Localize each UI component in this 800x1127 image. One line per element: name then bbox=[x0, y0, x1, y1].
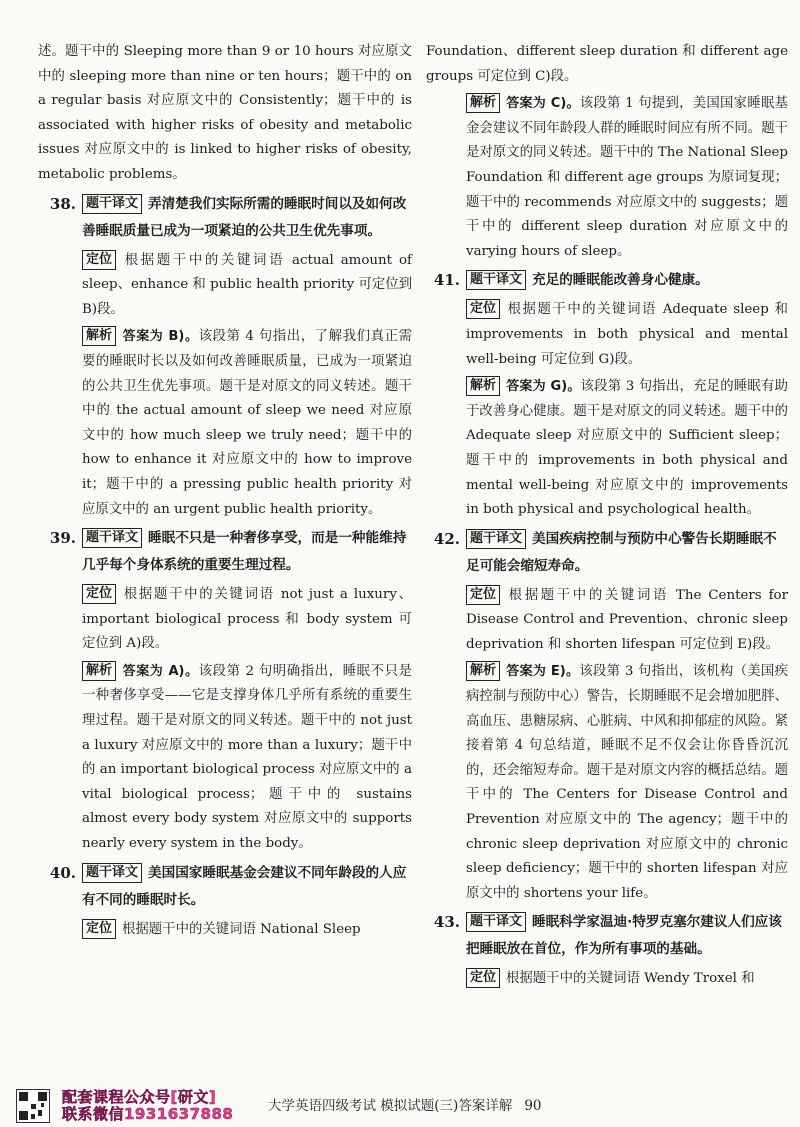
locate-text: 根据题干中的关键词语 Adequate sleep 和 improvements in both physical and mental well-being 可定位到 G)段。 bbox=[466, 302, 788, 367]
translation-tag: 题干译文 bbox=[82, 194, 142, 214]
answer-label: 答案为 A)。 bbox=[122, 663, 199, 679]
analysis-tag: 解析 bbox=[82, 661, 116, 681]
question-translation: 美国国家睡眠基金会建议不同年龄段的人应有不同的睡眠时长。 bbox=[82, 864, 407, 908]
translation-tag: 题干译文 bbox=[466, 529, 526, 549]
locate-tag: 定位 bbox=[82, 919, 116, 939]
locate-text: 根据题干中的关键词语 Wendy Troxel 和 bbox=[506, 971, 755, 987]
answer-label: 答案为 C)。 bbox=[506, 96, 580, 112]
analysis-text: 该段第 4 句指出，了解我们真正需要的睡眠时长以及如何改善睡眠质量，已成为一项紧迫的公共卫生优先事项。题干是对原文的同义转述。题干中的 the actual amount of sleep we need 对应原文中的 how much sleep we truly need；题干中的 how to enhance it 对应原文中的 how to improve it；题干中的 a pressing public health priority 对应原文中的 an urgent public health priority。 bbox=[82, 329, 412, 517]
page-footer bbox=[0, 1085, 800, 1127]
question-translation: 美国疾病控制与预防中心警告长期睡眠不足可能会缩短寿命。 bbox=[466, 530, 777, 574]
question-number: 40. bbox=[49, 863, 76, 882]
analysis-tag: 解析 bbox=[466, 661, 500, 681]
question-number: 39. bbox=[49, 529, 76, 548]
answer-label: 答案为 B)。 bbox=[122, 329, 199, 345]
question-translation: 充足的睡眠能改善身心健康。 bbox=[532, 272, 709, 289]
question-translation: 睡眠科学家温迪·特罗克塞尔建议人们应该把睡眠放在首位，作为所有事项的基础。 bbox=[466, 914, 782, 958]
locate-text: 根据题干中的关键词语 National Sleep bbox=[122, 921, 361, 937]
locate-text: 根据题干中的关键词语 not just a luxury、important biological process 和 body system 可定位到 A)段。 bbox=[82, 587, 412, 652]
analysis-text: 该段第 2 句明确指出，睡眠不只是一种奢侈享受——它是支撑身体几乎所有系统的重要生理过程。题干是对原文的同义转述。题干中的 not just a luxury 对应原文中的 more than a luxury；题干中的 an important biological process 对应原文中的 a vital biological process；题干中的 sustains almost every body system 对应原文中的 supports nearly every system in the body。 bbox=[82, 663, 412, 852]
locate-text: 根据题干中的关键词语 actual amount of sleep、enhance 和 public health priority 可定位到 B)段。 bbox=[82, 252, 413, 317]
running-title: 大学英语四级考试 模拟试题(三)答案详解 bbox=[268, 1098, 513, 1114]
question-number: 43. bbox=[433, 913, 460, 932]
analysis-text: 该段第 1 句提到，美国国家睡眠基金会建议不同年龄段人群的睡眠时间应有所不同。题干是对原文的同义转述。题干中的 The National Sleep Foundation 和 different age groups 为原词复现；题干中的 recommends 对应原文中的 suggests；题干中的 different sleep duration 对应原文中的 varying hours of sleep。 bbox=[466, 96, 788, 259]
locate-tag: 定位 bbox=[466, 299, 500, 319]
analysis-tag: 解析 bbox=[466, 93, 500, 113]
question-number: 38. bbox=[49, 194, 76, 213]
qr-code-icon[interactable] bbox=[16, 1089, 50, 1123]
analysis-text: 该段第 3 句指出，该机构（美国疾病控制与预防中心）警告，长期睡眠不足会增加肥胖、高血压、患糖尿病、心脏病、中风和抑郁症的风险。紧接着第 4 句总结道，睡眠不足不仅会让你昏昏沉沉的，还会缩短寿命。题干是对原文内容的概括总结。题干中的 The Centers for Disease Control and Prevention 对应原文中的 The agency；题干中的 chronic sleep deprivation 对应原文中的 chronic sleep deficiency；题干中的 shorten lifespan 对应原文中的 shortens your life。 bbox=[466, 664, 788, 901]
question-39 bbox=[38, 525, 412, 857]
question-translation: 睡眠不只是一种奢侈享受，而是一种能维持几乎每个身体系统的重要生理过程。 bbox=[82, 530, 407, 574]
locate-tag: 定位 bbox=[466, 585, 500, 605]
continued-paragraph: Foundation、different sleep duration 和 different age groups 可定位到 C)段。 bbox=[426, 44, 788, 84]
question-38 bbox=[38, 191, 412, 523]
question-translation: 弄清楚我们实际所需的睡眠时间以及如何改善睡眠质量已成为一项紧迫的公共卫生优先事项。 bbox=[82, 195, 407, 239]
translation-tag: 题干译文 bbox=[82, 863, 142, 883]
locate-tag: 定位 bbox=[82, 584, 116, 604]
question-number: 41. bbox=[433, 271, 460, 290]
right-column bbox=[426, 40, 788, 992]
question-42 bbox=[426, 526, 788, 907]
question-40 bbox=[38, 860, 412, 943]
running-footer bbox=[268, 1094, 542, 1114]
locate-tag: 定位 bbox=[82, 250, 116, 270]
question-41 bbox=[426, 267, 788, 522]
watermark bbox=[62, 1089, 233, 1123]
page-number: 90 bbox=[524, 1098, 542, 1114]
locate-tag: 定位 bbox=[466, 968, 500, 988]
left-column bbox=[38, 40, 412, 942]
watermark-line-2: 联系微信1931637888 bbox=[62, 1105, 234, 1123]
translation-tag: 题干译文 bbox=[82, 528, 142, 548]
question-number: 42. bbox=[433, 529, 460, 548]
analysis-tag: 解析 bbox=[466, 376, 500, 396]
watermark-line-1: 配套课程公众号[研文] bbox=[62, 1088, 217, 1106]
continued-paragraph: 述。题干中的 Sleeping more than 9 or 10 hours 对应原文中的 sleeping more than nine or ten hours；题干中的 on a regular basis 对应原文中的 Consistently；题干中的 is associated with higher risks of obesity and metabolic issues 对应原文中的 is linked to higher risks of obesity, metabolic problems。 bbox=[38, 44, 412, 182]
answer-label: 答案为 G)。 bbox=[506, 379, 581, 395]
locate-text: 根据题干中的关键词语 The Centers for Disease Control and Prevention、chronic sleep deprivation 和 shorten lifespan 可定位到 E)段。 bbox=[466, 587, 788, 652]
translation-tag: 题干译文 bbox=[466, 270, 526, 290]
question-43 bbox=[426, 909, 788, 992]
translation-tag: 题干译文 bbox=[466, 912, 526, 932]
analysis-text: 该段第 3 句指出，充足的睡眠有助于改善身心健康。题干是对原文的同义转述。题干中的 Adequate sleep 对应原文中的 Sufficient sleep；题干中的 improvements in both physical and mental well-being 对应原文中的 improvements in both physical and psychological health。 bbox=[466, 379, 788, 518]
analysis-tag: 解析 bbox=[82, 326, 116, 346]
answer-label: 答案为 E)。 bbox=[506, 664, 580, 680]
